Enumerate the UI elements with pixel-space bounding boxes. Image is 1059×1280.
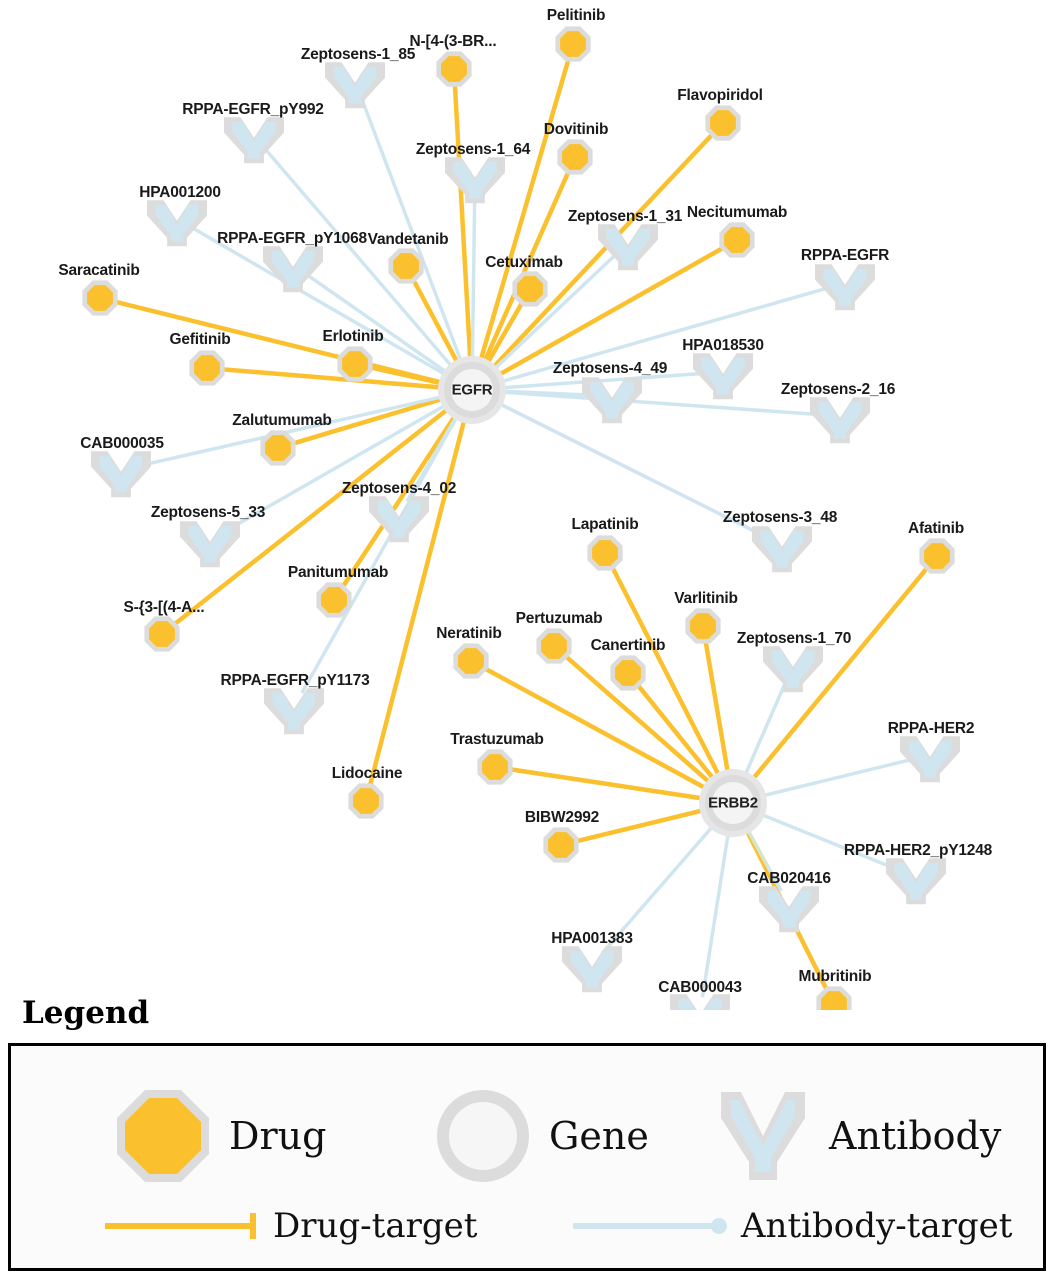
antibody-node-2[interactable] [445, 157, 505, 203]
drug-label-14: S-{3-[(4-A... [123, 599, 205, 616]
antibody-node-5[interactable] [263, 246, 323, 292]
drug-label-6: Cetuximab [485, 254, 563, 271]
drug-fill [149, 621, 175, 647]
drug-label-0: Pelitinib [546, 7, 606, 24]
drug-fill [517, 276, 543, 302]
drug-node-1[interactable] [436, 51, 471, 86]
antibody-label-4: Zeptosens-1_31 [567, 208, 683, 225]
antibody-label-17: RPPA-HER2_pY1248 [843, 842, 993, 859]
drug-label-15: Varlitinib [674, 590, 738, 607]
antibody-node-14[interactable] [763, 646, 823, 692]
edge-antibody-target-16 [758, 759, 914, 797]
drug-fill [458, 648, 484, 674]
drug-fill [393, 253, 419, 279]
drug-fill [321, 587, 347, 613]
antibody-node-10[interactable] [91, 451, 151, 497]
antibody-label-19: HPA001383 [551, 930, 633, 947]
drug-label-4: Necitumumab [686, 204, 788, 221]
drug-fill [353, 788, 379, 814]
antibody-label-13: Zeptosens-3_48 [722, 509, 838, 526]
legend-item-drug-target [103, 1206, 477, 1246]
legend-item-drug [111, 1084, 326, 1188]
drug-node-7[interactable] [82, 280, 117, 315]
drug-label-16: Pertuzumab [515, 610, 603, 627]
drug-node-21[interactable] [543, 827, 578, 862]
antibody-label-10: CAB000035 [80, 435, 164, 452]
drug-label-20: Lidocaine [331, 765, 403, 782]
drug-label-18: Canertinib [590, 637, 666, 654]
antibody-node-17[interactable] [886, 858, 946, 904]
drug-label-13: Panitumumab [287, 564, 389, 581]
antibody-node-8[interactable] [582, 377, 642, 423]
drug-label-11: Lapatinib [571, 516, 639, 533]
antibody-node-9[interactable] [810, 397, 870, 443]
drug-node-20[interactable] [348, 783, 383, 818]
antibody-label-14: Zeptosens-1_70 [736, 630, 852, 647]
legend-label-gene: Gene [549, 1114, 649, 1158]
edge-drug-target-2 [490, 135, 712, 371]
antibody-target-edge-icon [571, 1208, 731, 1244]
legend-item-antibody [711, 1084, 1001, 1188]
antibody-label-11: Zeptosens-4_02 [341, 480, 457, 497]
edge-drug-target-0 [479, 59, 568, 365]
antibody-node-1[interactable] [224, 117, 284, 163]
drug-label-9: Gefitinib [169, 331, 231, 348]
antibody-label-8: Zeptosens-4_49 [552, 360, 668, 377]
drug-node-0[interactable] [555, 26, 590, 61]
edge-drug-target-1 [455, 85, 471, 364]
drug-target-edge-icon [103, 1208, 263, 1244]
drug-node-8[interactable] [337, 346, 372, 381]
antibody-node-19[interactable] [562, 946, 622, 992]
drug-fill [441, 56, 467, 82]
gene-label-egfr: EGFR [451, 381, 493, 399]
drug-label-7: Saracatinib [58, 262, 140, 279]
drug-fill [560, 31, 586, 57]
gene-icon [431, 1084, 535, 1188]
drug-fill [194, 355, 220, 381]
antibody-label-15: RPPA-EGFR_pY1173 [220, 672, 370, 689]
drug-node-10[interactable] [260, 430, 295, 465]
antibody-node-0[interactable] [325, 62, 385, 108]
drug-label-22: Mubritinib [798, 968, 872, 985]
drug-fill [548, 832, 574, 858]
antibody-label-9: Zeptosens-2_16 [780, 381, 896, 398]
edge-antibody-target-5 [306, 274, 451, 375]
antibody-label-0: Zeptosens-1_85 [300, 46, 416, 63]
legend-label-drug: Drug [229, 1114, 327, 1158]
legend-label-antibody-target: Antibody-target [741, 1206, 1013, 1246]
drug-label-17: Neratinib [436, 625, 502, 642]
drug-fill [924, 543, 950, 569]
edge-antibody-target-15 [302, 413, 459, 693]
drug-label-3: Dovitinib [543, 121, 609, 138]
antibody-node-7[interactable] [693, 353, 753, 399]
edge-antibody-target-9 [498, 392, 824, 415]
drug-fill [482, 754, 508, 780]
antibody-node-12[interactable] [180, 521, 240, 567]
drug-node-14[interactable] [144, 616, 179, 651]
drug-node-13[interactable] [316, 582, 351, 617]
drug-node-11[interactable] [587, 535, 622, 570]
legend-label-antibody: Antibody [829, 1114, 1002, 1158]
drug-fill [615, 660, 641, 686]
edge-antibody-target-20 [702, 829, 728, 998]
drug-icon [111, 1084, 215, 1188]
antibody-label-12: Zeptosens-5_33 [150, 504, 266, 521]
drug-label-1: N-[4-(3-BR... [409, 33, 497, 50]
legend-item-antibody-target [571, 1206, 1012, 1246]
drug-node-3[interactable] [557, 139, 592, 174]
drug-fill [690, 613, 716, 639]
drug-label-19: Trastuzumab [450, 731, 544, 748]
drug-node-4[interactable] [719, 222, 754, 257]
drug-node-2[interactable] [705, 105, 740, 140]
antibody-node-16[interactable] [900, 736, 960, 782]
legend-box [8, 1043, 1046, 1271]
edge-drug-target-18 [638, 685, 717, 782]
drug-fill [592, 540, 618, 566]
drug-fill [562, 144, 588, 170]
drug-fill [724, 227, 750, 253]
drug-label-2: Flavopiridol [677, 87, 763, 104]
gene-label-erbb2: ERBB2 [708, 794, 758, 812]
edge-antibody-target-2 [472, 192, 474, 364]
drug-node-22[interactable] [816, 986, 851, 1010]
drug-node-16[interactable] [536, 628, 571, 663]
legend-item-gene [431, 1084, 649, 1188]
antibody-node-3[interactable] [147, 200, 207, 246]
antibody-label-16: RPPA-HER2 [887, 720, 975, 737]
drug-fill [342, 351, 368, 377]
drug-fill [710, 110, 736, 136]
antibody-node-6[interactable] [815, 264, 875, 310]
drug-node-6[interactable] [512, 271, 547, 306]
drug-label-21: BIBW2992 [524, 809, 600, 826]
legend-label-drug-target: Drug-target [273, 1206, 478, 1246]
edge-drug-target-13 [343, 412, 458, 587]
antibody-label-2: Zeptosens-1_64 [415, 141, 531, 158]
drug-fill [87, 285, 113, 311]
antibody-label-7: HPA018530 [682, 337, 764, 354]
drug-fill [541, 633, 567, 659]
antibody-label-6: RPPA-EGFR [800, 247, 890, 264]
antibody-fill [678, 999, 721, 1010]
antibody-label-1: RPPA-EGFR_pY992 [182, 101, 324, 118]
antibody-node-18[interactable] [759, 886, 819, 932]
antibody-node-15[interactable] [264, 688, 324, 734]
drug-node-9[interactable] [189, 350, 224, 385]
drug-label-8: Erlotinib [322, 328, 384, 345]
drug-label-10: Zalutumumab [232, 412, 332, 429]
drug-node-17[interactable] [453, 643, 488, 678]
drug-node-5[interactable] [388, 248, 423, 283]
drug-node-12[interactable] [919, 538, 954, 573]
antibody-icon [711, 1084, 815, 1188]
drug-fill [265, 435, 291, 461]
antibody-label-18: CAB020416 [747, 870, 831, 887]
antibody-label-5: RPPA-EGFR_pY1068 [217, 230, 367, 247]
legend-title: Legend [22, 995, 150, 1031]
drug-label-5: Vandetanib [367, 231, 449, 248]
drug-label-12: Afatinib [907, 520, 965, 537]
antibody-node-13[interactable] [752, 526, 812, 572]
drug-node-15[interactable] [685, 608, 720, 643]
antibody-label-3: HPA001200 [139, 184, 221, 201]
antibody-label-20: CAB000043 [658, 979, 742, 996]
drug-node-18[interactable] [610, 655, 645, 690]
drug-node-19[interactable] [477, 749, 512, 784]
